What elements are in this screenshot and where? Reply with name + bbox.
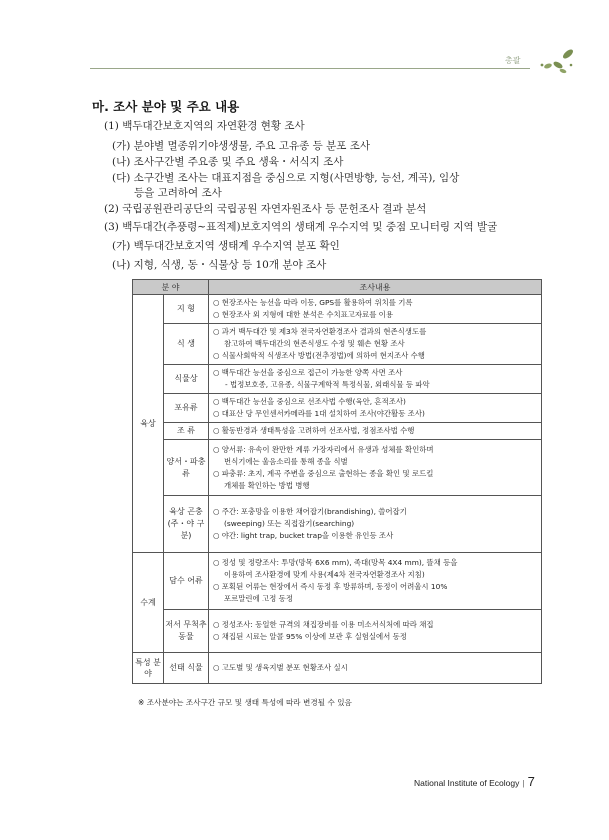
row-content: ○ 활동반경과 생태특성을 고려하여 선조사법, 정점조사법 수행 [209,423,542,440]
item-1-da: (다) 소구간별 조사는 대표지점을 중심으로 지형(사면방향, 능선, 계곡), 임상 [112,172,460,184]
table-note: ※ 조사분야는 조사구간 규모 및 생태 특성에 따라 변경될 수 있음 [138,698,352,707]
row-content: ○ 주간: 포충망을 이용한 채어잡기(brandishing), 쓸어잡기 (sweeping) 또는 직접잡기(searching) ○ 야간: light trap, bucket trap을 이용한 유인등 조사 [209,496,542,553]
row-label: 식 생 [164,324,209,365]
footer-separator: | [522,778,525,788]
item-3-na: (나) 지형, 식생, 동・식물상 등 10개 분야 조사 [112,259,327,271]
table-header-row [133,280,542,295]
row-label: 선태 식물 [164,653,209,684]
table-row [133,610,542,653]
survey-table [132,279,542,684]
table-row [133,496,542,553]
group-water: 수계 [133,553,164,653]
page-number: 7 [527,774,535,789]
row-label: 식물상 [164,365,209,394]
item-1-na: (나) 조사구간별 주요종 및 주요 생육・서식지 조사 [112,156,344,168]
row-content: ○ 정성조사: 동일한 규격의 채집장비를 이용 미소서식처에 따라 채집 ○ 채집된 시료는 알콜 95% 이상에 보관 후 실험실에서 동정 [209,610,542,653]
footer-org: National Institute of Ecology [414,778,520,788]
group-land: 육상 [133,295,164,553]
item-3-ga: (가) 백두대간보호지역 생태계 우수지역 분포 확인 [112,240,340,252]
row-content: ○ 백두대간 능선을 중심으로 선조사법 수행(육안, 흔적조사) ○ 대표산 당 무인센서카메라를 1대 설치하여 조사(야간활동 조사) [209,394,542,423]
row-content: ○ 백두대간 능선을 중심으로 접근이 가능한 양쪽 사면 조사 - 법정보호종, 고유종, 식물구계학적 특정식물, 외래식물 등 파악 [209,365,542,394]
header-field: 분 야 [133,280,209,295]
table-row [133,324,542,365]
group-special: 특성 분야 [133,653,164,684]
row-label: 담수 어류 [164,553,209,610]
leaf-ornament-icon [538,46,578,76]
item-1: (1) 백두대간보호지역의 자연환경 현황 조사 [104,120,305,132]
row-content: ○ 양서류: 유속이 완만한 계류 가장자리에서 유생과 성체를 확인하며 번식기에는 울음소리를 통해 종을 식별 ○ 파충류: 초지, 계곡 주변을 중심으로 출현하는 종을 확인 및 로드킬 개체를 확인하는 방법 병행 [209,440,542,496]
row-label: 조 류 [164,423,209,440]
table-row [133,295,542,324]
row-content: ○ 과거 백두대간 및 제3차 전국자연환경조사 결과의 현존식생도를 참고하여 백두대간의 현존식생도 수정 및 훼손 현황 조사 ○ 식물사회학적 식생조사 방법(전추정법)에 의하여 현지조사 수행 [209,324,542,365]
table-row [133,440,542,496]
chapter-tag: 총괄 [505,56,521,65]
row-label: 지 형 [164,295,209,324]
item-1-da-cont: 등을 고려하여 조사 [134,187,222,199]
item-1-ga: (가) 분야별 멸종위기야생생물, 주요 고유종 등 분포 조사 [112,140,371,152]
item-3: (3) 백두대간(추풍령∼표적제)보호지역의 생태계 우수지역 및 중점 모니터링 지역 발굴 [104,221,498,233]
table-row [133,423,542,440]
row-label: 포유류 [164,394,209,423]
table-row [133,394,542,423]
page-footer [414,774,535,789]
table-row [133,365,542,394]
table-row [133,653,542,684]
row-label: 육상 곤충 (주・야 구분) [164,496,209,553]
header-rule [90,68,530,69]
table-row [133,553,542,610]
row-content: ○ 고도별 및 생육지별 분포 현황조사 실시 [209,653,542,684]
item-2: (2) 국립공원관리공단의 국립공원 자연자원조사 등 문헌조사 결과 분석 [104,203,427,215]
section-title: 마. 조사 분야 및 주요 내용 [92,99,240,114]
row-label: 양서・파충류 [164,440,209,496]
row-content: ○ 정성 및 정량조사: 투망(망목 6X6 mm), 족대(망목 4X4 mm), 뜰채 등을 이용하여 조사환경에 맞게 사용(제4차 전국자연환경조사 지침) ○ 포획된 어류는 현장에서 즉시 동정 후 방류하며, 동정이 어려울시 10% 포르말린에 고정 동정 [209,553,542,610]
header-content: 조사내용 [209,280,542,295]
row-content: ○ 현장조사는 능선을 따라 이동, GPS를 활용하여 위치를 기록 ○ 현장조사 외 지형에 대한 분석은 수치표고자료를 이용 [209,295,542,324]
row-label: 저서 무척추 동물 [164,610,209,653]
